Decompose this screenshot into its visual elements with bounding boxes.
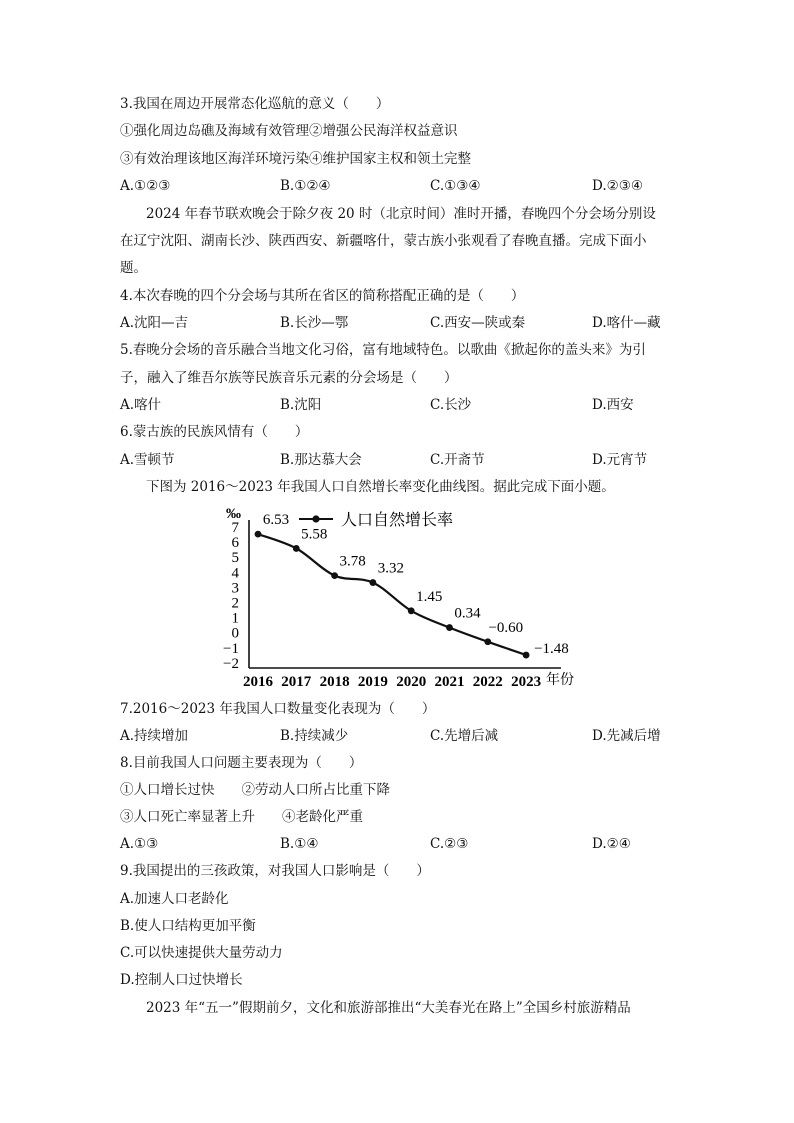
q3-stem: 3.我国在周边开展常态化巡航的意义（ ）	[120, 96, 390, 112]
option-a: A.①③	[120, 836, 159, 852]
option-a: A.持续增加	[120, 728, 189, 744]
option-c: C.①③④	[430, 178, 481, 194]
option-c: C.西安—陕或秦	[430, 315, 526, 331]
option-b: B.①④	[280, 836, 319, 852]
q9-option-d: D.控制人口过快增长	[120, 972, 243, 988]
option-b: B.①②④	[280, 178, 331, 194]
x-tick-label: 2021	[434, 674, 465, 690]
data-point	[370, 579, 377, 586]
series-line	[258, 534, 526, 655]
q3-item-1: ①强化周边岛礁及海域有效管理②增强公民海洋权益意识	[120, 123, 458, 139]
data-point	[446, 624, 453, 631]
q9-option-c: C.可以快速提供大量劳动力	[120, 945, 283, 961]
data-label: 5.58	[301, 526, 328, 543]
legend-marker	[312, 515, 319, 522]
option-c: C.②③	[430, 836, 469, 852]
q8-item-1: ①人口增长过快 ②劳动人口所占比重下降	[120, 782, 390, 798]
option-d: D.元宵节	[592, 452, 648, 468]
option-b: B.持续减少	[280, 728, 349, 744]
passage-1-line-1: 2024 年春节联欢晚会于除夕夜 20 时（北京时间）准时开播，春晚四个分会场分别设	[146, 206, 656, 222]
option-b: B.沈阳	[280, 397, 322, 413]
option-a: A.喀什	[120, 397, 162, 413]
option-d: D.②④	[592, 836, 631, 852]
data-label: 6.53	[262, 512, 290, 529]
q5-options	[120, 396, 680, 414]
y-tick-label: 5	[231, 550, 239, 567]
q6-options	[120, 451, 680, 469]
option-c: C.长沙	[430, 397, 472, 413]
q8-options	[120, 835, 680, 853]
y-unit-label: ‰	[226, 506, 241, 522]
data-point	[523, 652, 530, 659]
passage-1-line-3: 题。	[120, 260, 147, 276]
q3-options	[120, 177, 680, 195]
y-tick-label: 3	[231, 580, 239, 597]
option-d: D.西安	[592, 397, 634, 413]
q8-item-2: ③人口死亡率显著上升 ④老龄化严重	[120, 809, 363, 825]
q9-option-b: B.使人口结构更加平衡	[120, 918, 256, 934]
data-label: 1.45	[416, 588, 443, 605]
passage-1-line-2: 在辽宁沈阳、湖南长沙、陕西西安、新疆喀什，蒙古族小张观看了春晚直播。完成下面小	[120, 233, 647, 249]
q7-options	[120, 727, 680, 745]
option-d: D.②③④	[592, 178, 643, 194]
x-tick-label: 2018	[319, 674, 350, 690]
data-point	[408, 607, 415, 614]
data-label: 0.34	[454, 605, 481, 622]
option-d: D.先减后增	[592, 728, 661, 744]
option-d: D.喀什—藏	[592, 315, 661, 331]
x-tick-label: 2023	[511, 674, 542, 690]
data-label: −1.48	[534, 641, 569, 658]
q4-options	[120, 314, 680, 332]
option-a: A.雪顿节	[120, 452, 175, 468]
legend-label: 人口自然增长率	[341, 512, 454, 529]
option-a: A.沈阳—吉	[120, 315, 189, 331]
x-tick-label: 2019	[357, 674, 388, 690]
data-label: −0.60	[488, 619, 524, 636]
data-point	[293, 545, 300, 552]
q9-stem: 9.我国提出的三孩政策，对我国人口影响是（ ）	[120, 863, 430, 879]
passage-2: 下图为 2016～2023 年我国人口自然增长率变化曲线图。据此完成下面小题。	[146, 479, 615, 495]
q7-stem: 7.2016～2023 年我国人口数量变化表现为（ ）	[120, 701, 436, 717]
passage-3: 2023 年“五一”假期前夕，文化和旅游部推出“大美春光在路上”全国乡村旅游精品	[146, 1000, 631, 1016]
q8-stem: 8.目前我国人口问题主要表现为（ ）	[120, 755, 363, 771]
x-tick-label: 2016	[243, 674, 273, 690]
data-point	[331, 572, 338, 579]
y-tick-label: −2	[223, 655, 239, 672]
option-b: B.那达慕大会	[280, 452, 362, 468]
y-tick-label: 6	[231, 535, 239, 552]
option-b: B.长沙—鄂	[280, 315, 349, 331]
data-point	[484, 638, 491, 645]
q9-option-a: A.加速人口老龄化	[120, 891, 229, 907]
q4-stem: 4.本次春晚的四个分会场与其所在省区的简称搭配正确的是（ ）	[120, 288, 525, 304]
x-tick-label: 2020	[396, 674, 427, 690]
population-growth-chart	[216, 504, 586, 696]
y-tick-label: 4	[231, 565, 239, 582]
data-label: 3.32	[377, 560, 405, 577]
x-axis-label: 年份	[546, 673, 574, 688]
y-tick-label: 2	[231, 595, 239, 612]
y-tick-label: −1	[223, 640, 239, 657]
option-c: C.开斋节	[430, 452, 485, 468]
x-tick-label: 2022	[472, 674, 503, 690]
option-c: C.先增后减	[430, 728, 499, 744]
y-tick-label: 1	[231, 610, 239, 627]
x-tick-label: 2017	[281, 674, 312, 690]
option-a: A.①②③	[120, 178, 171, 194]
q3-item-2: ③有效治理该地区海洋环境污染④维护国家主权和领土完整	[120, 151, 471, 167]
q5-stem-line-1: 5.春晚分会场的音乐融合当地文化习俗，富有地域特色。以歌曲《掀起你的盖头来》为引	[120, 342, 646, 358]
data-label: 3.78	[339, 553, 366, 570]
y-tick-label: 7	[231, 520, 239, 536]
data-point	[255, 531, 262, 538]
y-tick-label: 0	[231, 625, 239, 642]
q5-stem-line-2: 子，融入了维吾尔族等民族音乐元素的分会场是（ ）	[120, 370, 458, 386]
q6-stem: 6.蒙古族的民族风情有（ ）	[120, 424, 309, 440]
